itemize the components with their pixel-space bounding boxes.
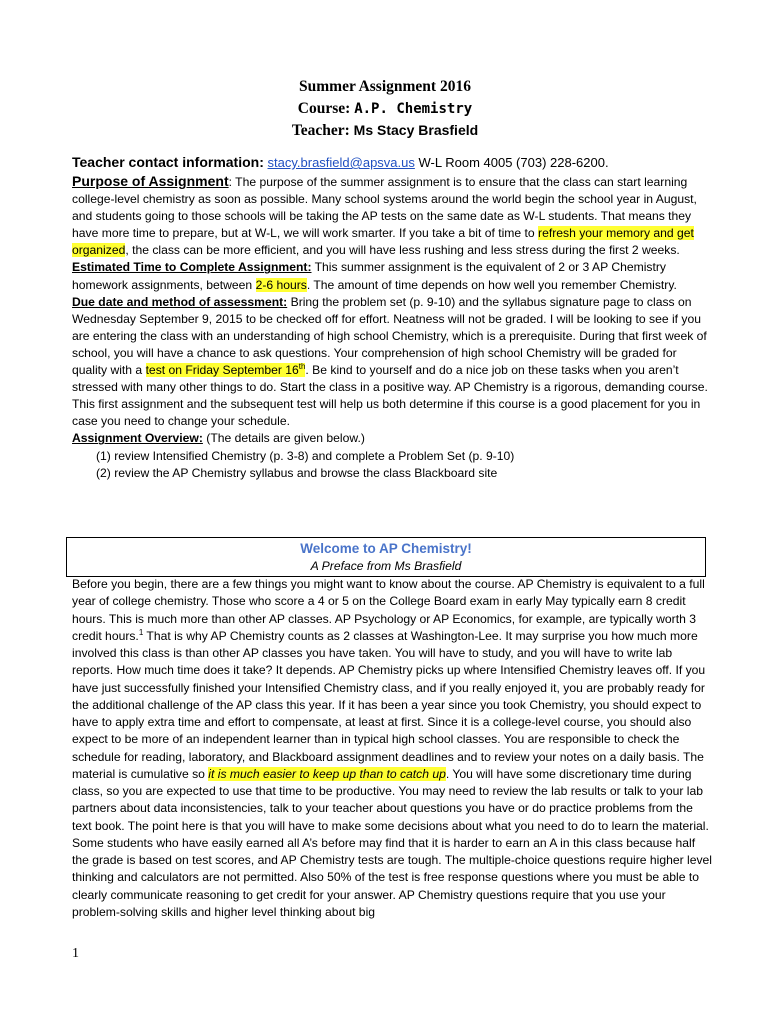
title-block xyxy=(0,76,770,142)
assignment-title: Summer Assignment 2016 xyxy=(299,78,471,95)
course-value: A.P. Chemistry xyxy=(354,100,473,117)
purpose-heading: Purpose of Assignment xyxy=(72,173,229,189)
list-item: (1) review Intensified Chemistry (p. 3-8) and complete a Problem Set (p. 9-10) xyxy=(96,448,515,463)
overview-heading: Assignment Overview: xyxy=(72,431,203,446)
email-link[interactable]: stacy.brasfield@apsva.us xyxy=(267,155,415,170)
list-item: (2) review the AP Chemistry syllabus and browse the class Blackboard site xyxy=(96,465,498,480)
teacher-label: Teacher: xyxy=(291,122,350,139)
time-text-a: This summer assignment is the equivalent of 2 or 3 AP Chemistry homework assignments, between xyxy=(72,260,666,292)
page-number: 1 xyxy=(72,946,79,961)
preface-title: Welcome to AP Chemistry! xyxy=(300,541,472,556)
contact-line xyxy=(72,152,712,173)
due-text-b: . Be kind to yourself and do a nice job on these tasks when you aren’t stressed with many other things to do. Start the class in a positive way. AP Chemistry is a rigorous, demanding course. This first assignment and the subsequent test will help us both determine if this course is a good placement for you in case you need to change your schedule. xyxy=(72,363,708,429)
preface-text-a: Before you begin, there are a few things you might want to know about the course. AP Chemistry is equivalent to a full year of college chemistry. Those who score a 4 or 5 on the College Board exam in early May typically earn 8 credit hours. This is much more than other AP classes. AP Psychology or AP Economics, for example, are typically worth 3 credit hours. xyxy=(72,577,705,643)
time-heading: Estimated Time to Complete Assignment: xyxy=(72,260,312,275)
overview-text: (The details are given below.) xyxy=(202,431,365,446)
due-highlight-sup: th xyxy=(298,361,306,371)
room-info: W-L Room 4005 (703) 228-6200. xyxy=(418,155,609,170)
contact-label: Teacher contact information: xyxy=(72,154,264,170)
preface-subtitle: A Preface from Ms Brasfield xyxy=(310,559,462,573)
purpose-text-b: , the class can be more efficient, and you will have less rushing and less stress during the first 2 weeks. xyxy=(125,243,680,258)
assignment-body xyxy=(72,152,712,482)
teacher-value: Ms Stacy Brasfield xyxy=(353,122,479,138)
course-line xyxy=(0,98,770,121)
preface-paragraph xyxy=(72,576,712,921)
footnote-ref: 1 xyxy=(138,627,144,637)
time-text-b: . The amount of time depends on how well you remember Chemistry. xyxy=(306,277,677,292)
time-paragraph xyxy=(72,259,712,293)
course-label: Course: xyxy=(297,99,351,117)
purpose-highlight: refresh your memory and get organized xyxy=(72,226,694,258)
overview-list xyxy=(72,448,712,482)
purpose-paragraph xyxy=(72,173,712,259)
due-highlight xyxy=(146,363,306,377)
overview-paragraph xyxy=(72,430,712,447)
due-text-a: Bring the problem set (p. 9-10) and the syllabus signature page to class on Wednesday September 9, 2015 to be checked off for effort. Neatness will not be graded. I will be looking to see if you are entering the class with an understanding of high school Chemistry, which is a prerequisite. During that first week of school, you will have a chance to ask questions. Your comprehension of high school Chemistry will be graded for quality with a xyxy=(72,294,707,378)
time-highlight: 2-6 hours xyxy=(255,277,307,292)
purpose-text-a: : The purpose of the summer assignment is to ensure that the class can start learning college-level chemistry as soon as possible. Many school systems around the world begin the school year in August, and students going to those schools will be taking the AP tests on the same date as W-L students. That means they have more time to prepare, but at W-L, we will work smarter. If you take a bit of time to xyxy=(72,175,697,241)
preface-text-b: That is why AP Chemistry counts as 2 classes at Washington-Lee. It may surprise you how much more involved this class is than other AP classes you have taken. You will have to study, and you will have to write lab reports. How much time does it take? It depends. AP Chemistry picks up where Intensified Chemistry leaves off. If you have just successfully finished your Intensified Chemistry class, and if you really enjoyed it, you are probably ready for the additional challenge of the AP class this year. If it has been a year since you took Chemistry, you should expect to have to apply extra time and effort to compensate, at least at first. Since it is a college-level course, you should also expect to be more of an independent learner than in typical high school classes. You are responsible to check the schedule for reading, laboratory, and Blackboard assignment deadlines and to review your notes on a daily basis. The material is cumulative so xyxy=(72,628,706,781)
teacher-line xyxy=(0,120,770,142)
preface-header-box xyxy=(66,537,706,577)
preface-body xyxy=(72,576,712,921)
due-highlight-text: test on Friday September 16 xyxy=(145,363,299,378)
due-heading: Due date and method of assessment: xyxy=(72,294,288,309)
preface-highlight: it is much easier to keep up than to catch up xyxy=(208,766,446,781)
preface-text-c: . You will have some discretionary time during class, so you are expected to use that time to be productive. You may need to review the lab results or talk to your lab partners about data inconsistencies, talk to your teacher about questions you have or do practice problems from the text book. The point here is that you will have to make some decisions about what you need to do to learn the material. Some students who have easily earned all A’s before may find that it is harder to earn an A in this class because half the grade is based on test scores, and AP Chemistry tests are tough. The multiple-choice questions require higher level thinking and calculators are not permitted. Also 50% of the test is free response questions where you must be able to clearly communicate reasoning to get credit for your answer. AP Chemistry questions require that you use your problem-solving skills and higher level thinking about big xyxy=(72,766,712,919)
due-paragraph xyxy=(72,294,712,431)
